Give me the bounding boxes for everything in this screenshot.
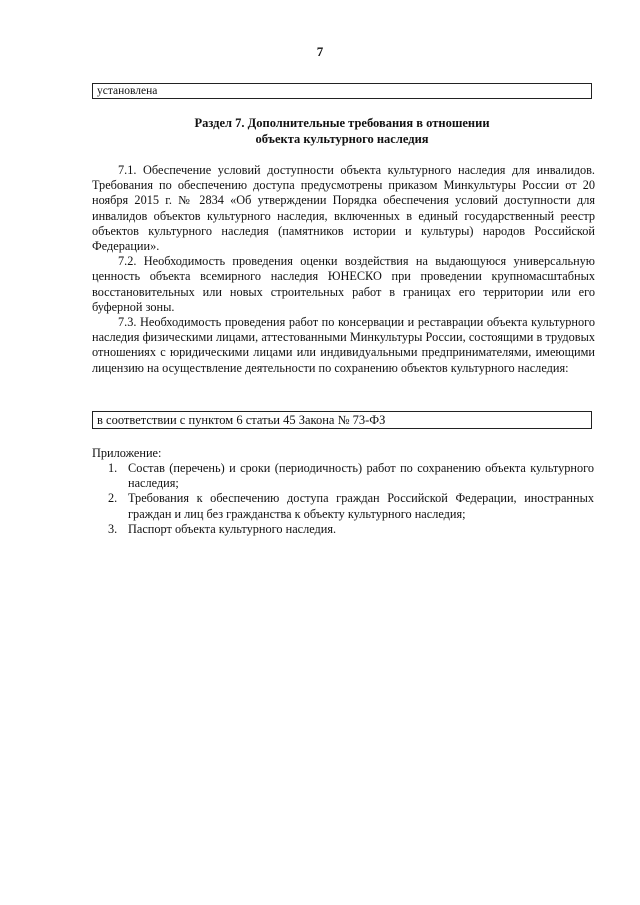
appendix-item-number: 1. — [108, 461, 118, 475]
section-heading — [92, 115, 592, 147]
appendix-list — [108, 461, 594, 537]
appendix-item-text: Паспорт объекта культурного наследия. — [128, 521, 337, 536]
section-title-line1: Раздел 7. Дополнительные требования в отношении — [194, 116, 490, 130]
appendix-item — [108, 522, 594, 537]
appendix-title: Приложение: — [92, 446, 162, 460]
section-body — [92, 163, 595, 376]
section-title-line2: объекта культурного наследия — [255, 132, 429, 146]
page-number: 7 — [316, 44, 324, 59]
appendix-item — [108, 491, 594, 521]
paragraph-7-1: 7.1. Обеспечение условий доступности объекта культурного наследия для инвалидов. Требования по обеспечению доступа предусмотрены приказом Минкультуры России от 20 ноября 2015 г. № 2834 «Об утверждении Порядка обеспечения условий доступности для инвалидов объектов культурного наследия, включенных в единый государственный реестр объектов культурного наследия (памятников истории и культуры) народов Российской Федерации». — [92, 163, 595, 254]
field-box-status-text: установлена — [97, 85, 158, 97]
appendix-item-text: Состав (перечень) и сроки (периодичность) работ по сохранению объекта культурного наследия; — [128, 461, 594, 491]
paragraph-7-2: 7.2. Необходимость проведения оценки воздействия на выдающуюся универсальную ценность объекта всемирного наследия ЮНЕСКО при проведении крупномасштабных восстановительных или новых строительных работ в границах его территории или его буферной зоны. — [92, 254, 595, 314]
paragraph-7-3: 7.3. Необходимость проведения работ по консервации и реставрации объекта культурного наследия физическими лицами, аттестованными Минкультуры России, состоящими в трудовых отношениях с юридическими лицами или индивидуальными предпринимателями, имеющими лицензию на осуществление деятельности по сохранению объектов культурного наследия: — [92, 315, 595, 375]
appendix-item-number: 2. — [108, 491, 118, 506]
appendix-item — [108, 461, 594, 491]
appendix-item-text: Требования к обеспечению доступа граждан Российской Федерации, иностранных граждан и лиц без гражданства к объекту культурного наследия; — [128, 491, 594, 521]
field-box-basis — [92, 411, 592, 429]
appendix-item-number: 3. — [108, 521, 118, 536]
field-box-basis-text: в соответствии с пунктом 6 статьи 45 Закона № 73-ФЗ — [97, 413, 386, 427]
field-box-status — [92, 83, 592, 99]
